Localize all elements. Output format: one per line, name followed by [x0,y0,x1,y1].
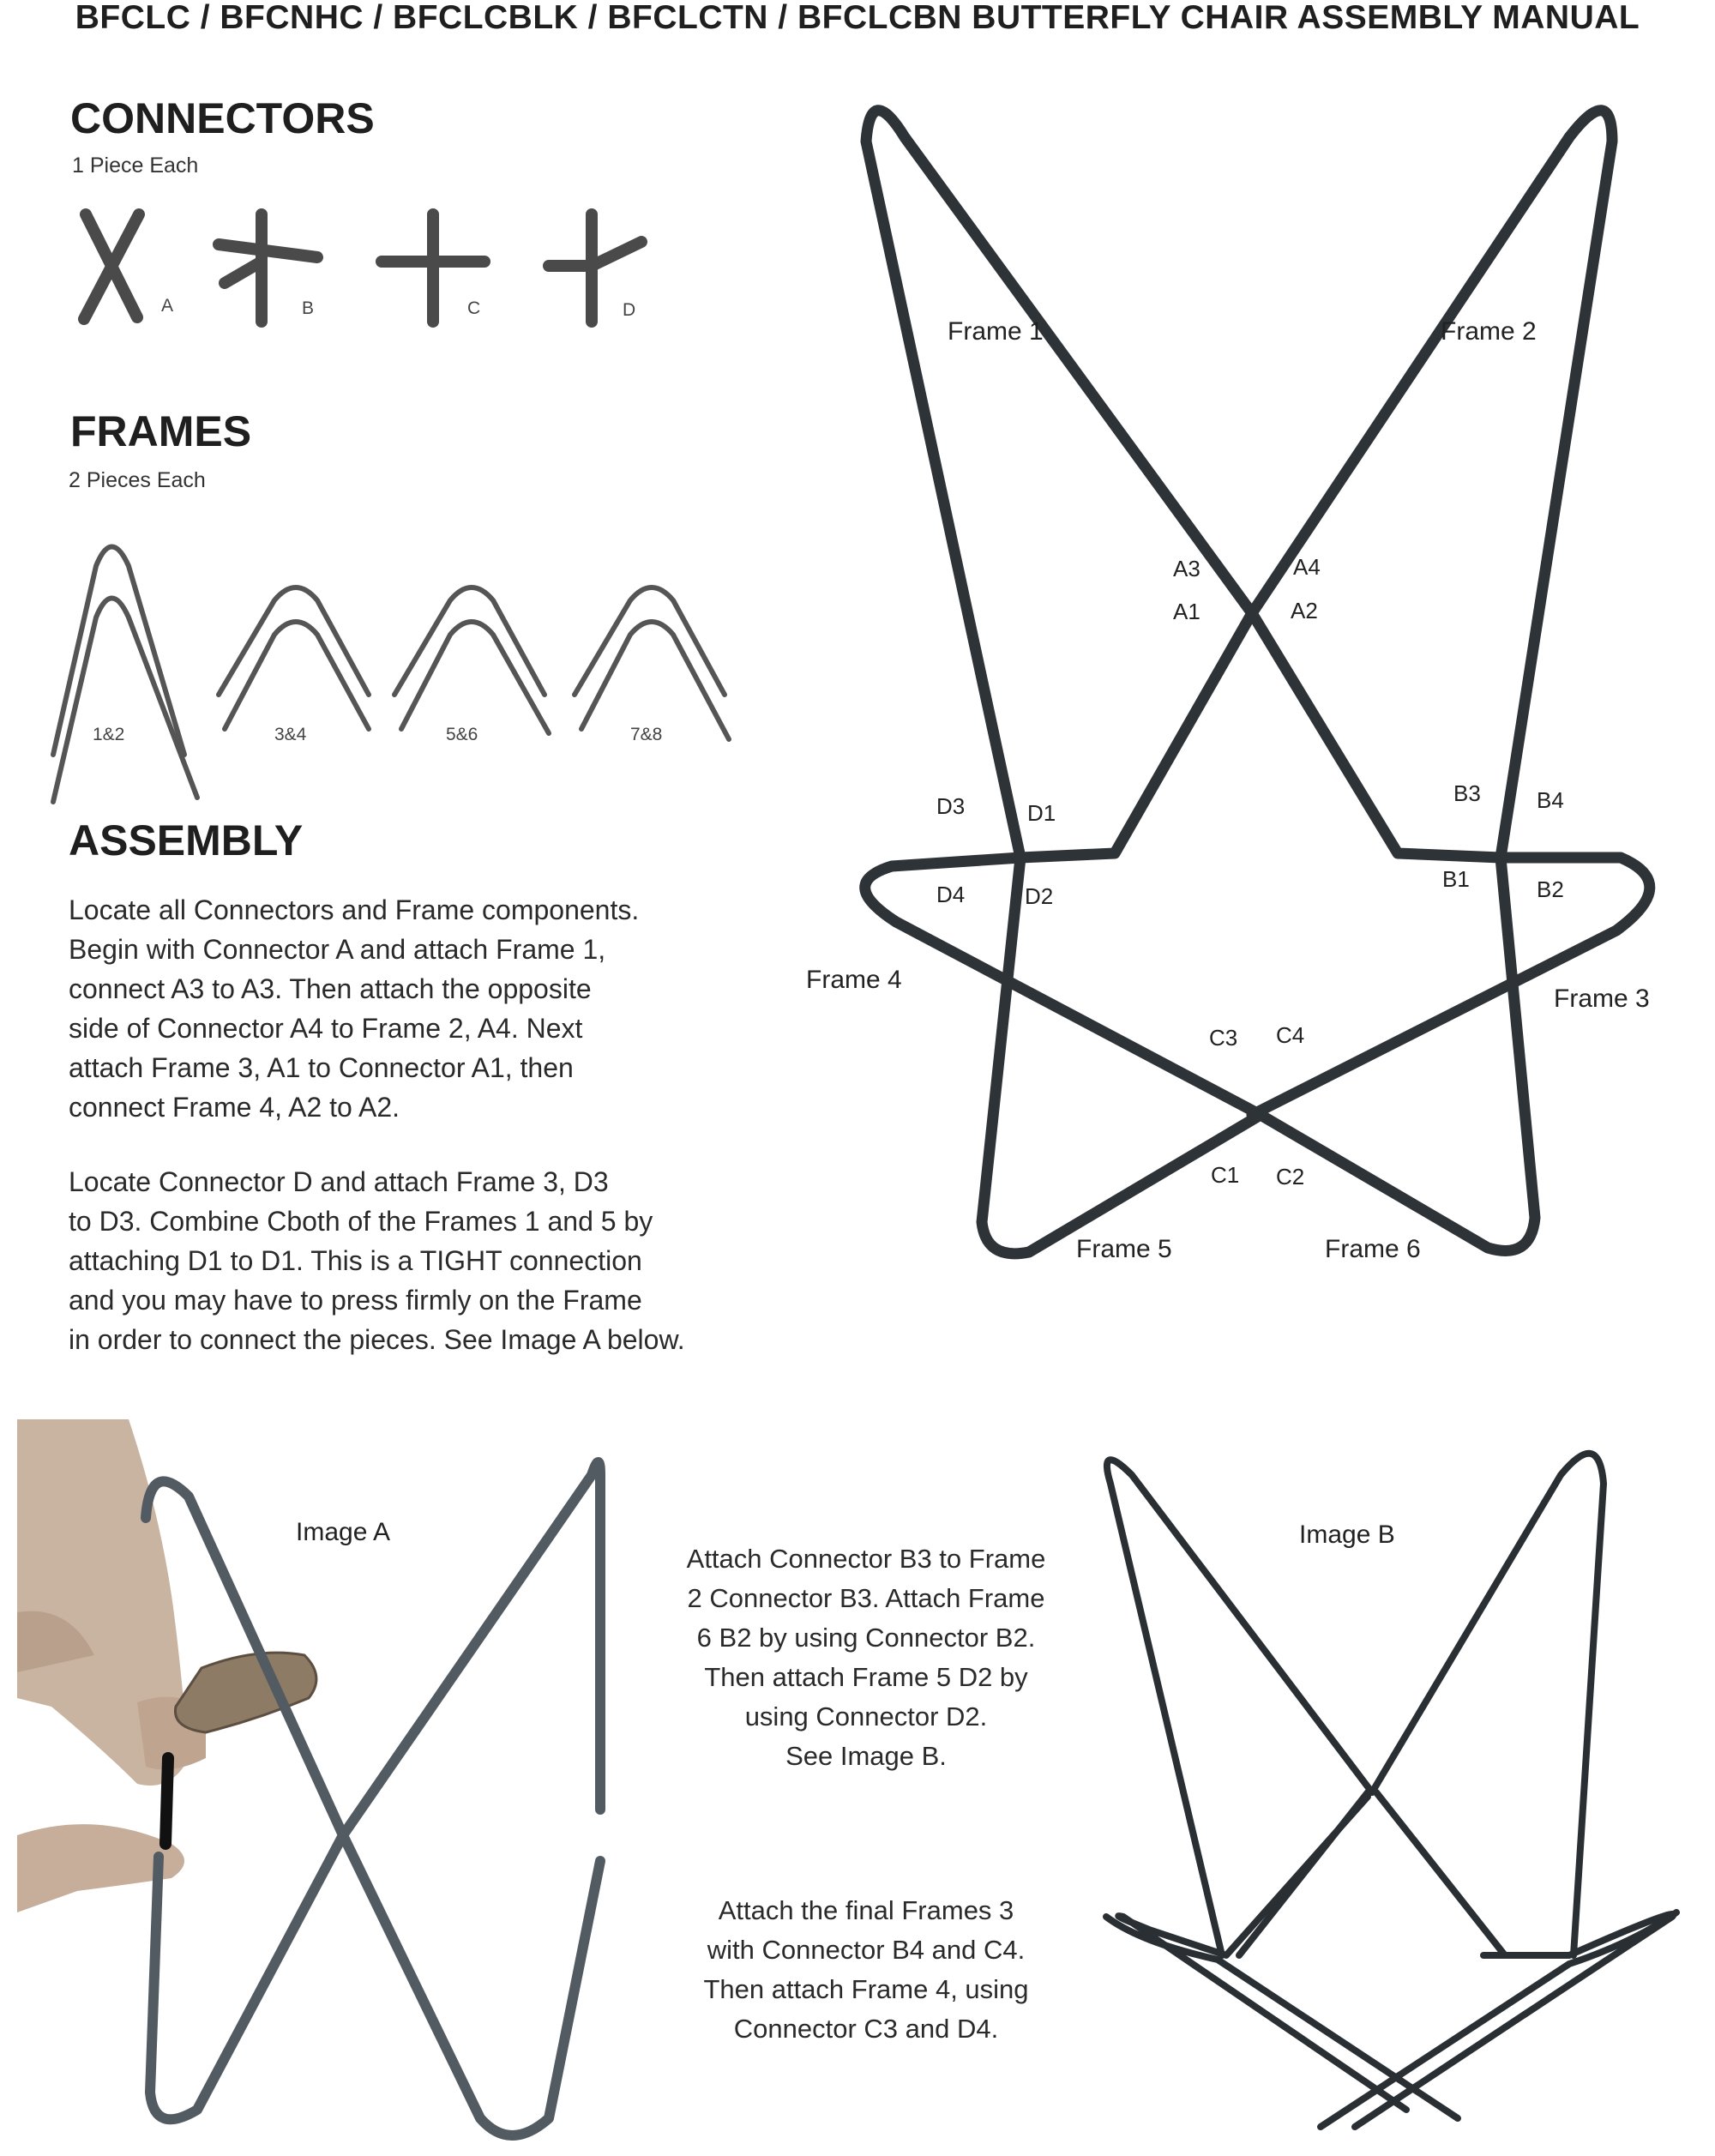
point-d1-label: D1 [1027,800,1056,826]
point-d3-label: D3 [936,793,966,819]
point-d4-label: D4 [936,882,966,907]
point-d2-label: D2 [1025,883,1054,909]
frames-subheading: 2 Pieces Each [69,468,206,492]
point-b1-label: B1 [1442,866,1470,892]
step-line: Attach Connector B3 to Frame [686,1544,1046,1574]
assembly-line: Locate Connector D and attach Frame 3, D3 [69,1166,609,1197]
assembly-line: and you may have to press firmly on the Frame [69,1285,642,1316]
connector-c-label: C [467,298,481,318]
step-line: using Connector D2. [744,1701,988,1731]
point-a3-label: A3 [1173,556,1200,581]
assembly-heading: ASSEMBLY [69,816,304,864]
step-line: 6 B2 by using Connector B2. [696,1623,1036,1653]
point-a1-label: A1 [1173,599,1200,624]
step-line: Then attach Frame 5 D2 by [704,1662,1028,1692]
point-c4-label: C4 [1276,1022,1305,1048]
frame-4-label: Frame 4 [806,966,902,994]
point-a4-label: A4 [1293,554,1321,580]
assembly-line: Begin with Connector A and attach Frame 1, [69,934,606,965]
assembly-line: Locate all Connectors and Frame components. [69,894,640,925]
assembly-line: connect A3 to A3. Then attach the opposite [69,973,592,1004]
frame-5-6-label: 5&6 [446,725,478,744]
point-b2-label: B2 [1537,876,1564,902]
connector-d-label: D [623,300,636,320]
assembly-line: to D3. Combine Cboth of the Frames 1 and 5 by [69,1206,653,1237]
assembly-line: side of Connector A4 to Frame 2, A4. Next [69,1013,583,1044]
point-c2-label: C2 [1276,1164,1305,1189]
assembly-line: connect Frame 4, A2 to A2. [69,1092,400,1123]
assembly-line: in order to connect the pieces. See Image A below. [69,1324,685,1355]
frame-1-2-label: 1&2 [93,725,125,744]
step-line: with Connector B4 and C4. [707,1935,1026,1965]
image-a-label: Image A [296,1518,391,1546]
frame-3-label: Frame 3 [1554,985,1650,1013]
image-b-label: Image B [1299,1521,1395,1549]
frame-7-8-label: 7&8 [630,725,663,744]
step-line: Then attach Frame 4, using [703,1974,1029,2004]
assembly-line: attach Frame 3, A1 to Connector A1, then [69,1052,574,1083]
step-line: 2 Connector B3. Attach Frame [687,1583,1045,1613]
frame-5-label: Frame 5 [1076,1235,1172,1263]
point-c3-label: C3 [1209,1025,1238,1051]
step-line: Attach the final Frames 3 [718,1895,1014,1925]
connector-a-label: A [161,296,174,316]
frame-3-4-label: 3&4 [274,725,307,744]
assembly-line: attaching D1 to D1. This is a TIGHT connection [69,1245,642,1276]
frame-2-label: Frame 2 [1441,317,1537,346]
page-title: BFCLC / BFCNHC / BFCLCBLK / BFCLCTN / BFCLCBN BUTTERFLY CHAIR ASSEMBLY MANUAL [75,0,1640,36]
connectors-heading: CONNECTORS [70,94,375,142]
point-b4-label: B4 [1537,787,1564,813]
frames-heading: FRAMES [70,407,252,455]
connectors-subheading: 1 Piece Each [72,154,199,178]
point-b3-label: B3 [1453,780,1481,806]
step-line: See Image B. [785,1741,947,1771]
point-a2-label: A2 [1291,598,1318,623]
frame-6-label: Frame 6 [1325,1235,1421,1263]
connector-b-label: B [302,298,315,318]
point-c1-label: C1 [1211,1162,1240,1188]
frame-1-label: Frame 1 [948,317,1044,346]
step-line: Connector C3 and D4. [733,2014,999,2044]
